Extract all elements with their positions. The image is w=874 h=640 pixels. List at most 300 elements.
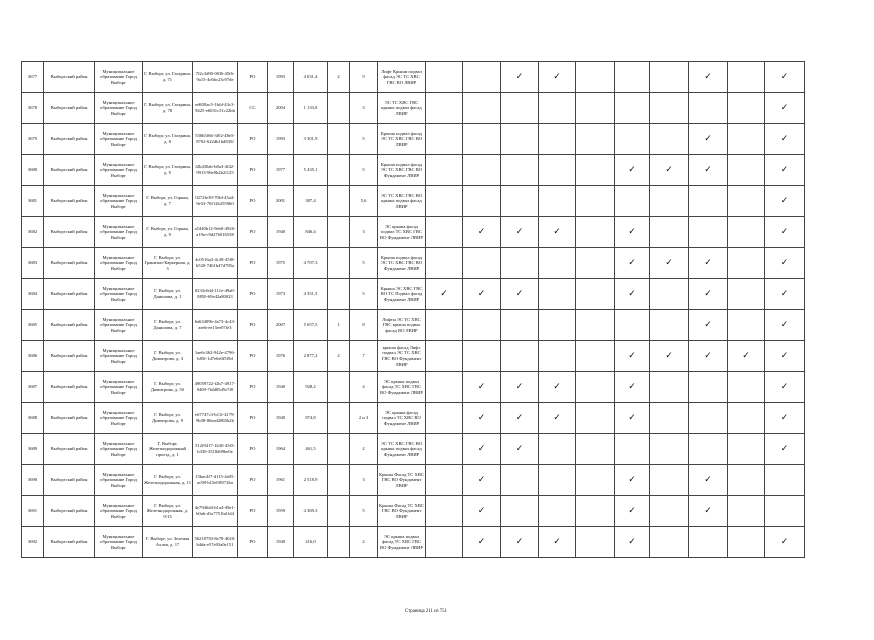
work-flag-cell	[650, 403, 689, 434]
checkmark-icon: ✓	[477, 226, 486, 237]
work-flag-cell	[501, 93, 539, 124]
work-flag-cell	[501, 155, 539, 186]
work-flag-cell	[426, 62, 463, 93]
municipality-cell: Муниципальное образование Город Выборг	[95, 310, 143, 341]
year-cell: 2001	[268, 186, 294, 217]
floors-cell: 5	[350, 155, 378, 186]
house-type-cell: РО	[238, 248, 268, 279]
district-cell: Выборгский район	[44, 62, 95, 93]
house-code-cell: 0233c6d4-111e-49a0-8850-69e42a80023	[193, 279, 238, 310]
work-flag-cell	[615, 93, 650, 124]
works-cell: ЭС ТС ХВС ГВС крыша подвал фасад ЛВИР	[378, 93, 426, 124]
work-flag-cell	[615, 465, 650, 496]
checkmark-icon: ✓	[477, 412, 486, 423]
count-a-cell	[328, 403, 350, 434]
house-code-cell: 4c0516a3-4c38-45f8-b520-7461b47d785a	[193, 248, 238, 279]
table-row	[22, 124, 805, 155]
district-cell: Выборгский район	[44, 403, 95, 434]
work-flag-cell	[765, 465, 805, 496]
area-cell: 874,8	[294, 403, 328, 434]
count-a-cell	[328, 527, 350, 558]
work-flag-cell	[463, 279, 501, 310]
year-cell: 1940	[268, 372, 294, 403]
table-row	[22, 186, 805, 217]
work-flag-cell	[576, 496, 615, 527]
district-cell: Выборгский район	[44, 124, 95, 155]
work-flag-cell	[501, 496, 539, 527]
work-flag-cell	[426, 310, 463, 341]
work-flag-cell	[576, 62, 615, 93]
work-flag-cell	[501, 186, 539, 217]
house-type-cell: РО	[238, 279, 268, 310]
floors-cell: 5	[350, 279, 378, 310]
works-cell: Крыша подвал фасад ЭС ТС ХВС ГВС ВО ЛВИР	[378, 124, 426, 155]
municipality-cell: Муниципальное образование Город Выборг	[95, 62, 143, 93]
work-flag-cell	[689, 155, 728, 186]
checkmark-icon: ✓	[628, 505, 636, 516]
work-flag-cell	[728, 527, 765, 558]
row-id: 3687	[22, 372, 44, 403]
floors-cell: 3	[350, 465, 378, 496]
table-row	[22, 496, 805, 527]
checkmark-icon: ✓	[477, 288, 486, 299]
area-cell: 216,0	[294, 527, 328, 558]
house-type-cell: РО	[238, 62, 268, 93]
table-row	[22, 93, 805, 124]
house-type-cell: РО	[238, 310, 268, 341]
area-cell: 4 351,5	[294, 279, 328, 310]
work-flag-cell	[615, 403, 650, 434]
work-flag-cell	[501, 217, 539, 248]
checkmark-icon: ✓	[553, 412, 561, 423]
area-cell: 5 657,5	[294, 310, 328, 341]
floors-cell: 7	[350, 341, 378, 372]
house-code-cell: 7f2c3d90-0f06-45f6-9a15-4c6bc23c97de	[193, 62, 238, 93]
work-flag-cell	[650, 310, 689, 341]
work-flag-cell	[463, 186, 501, 217]
work-flag-cell	[728, 217, 765, 248]
work-flag-cell	[689, 217, 728, 248]
checkmark-icon: ✓	[780, 381, 789, 392]
row-id: 3691	[22, 496, 44, 527]
house-type-cell: РО	[238, 465, 268, 496]
work-flag-cell	[539, 434, 576, 465]
address-cell: Г. Выборг, ул. Димитрова, д. 9	[143, 403, 193, 434]
address-cell: Г. Выборг, ул. Зеленая Аллея, д. 17	[143, 527, 193, 558]
work-flag-cell	[539, 217, 576, 248]
checkmark-icon: ✓	[665, 164, 673, 175]
work-flag-cell	[765, 372, 805, 403]
year-cell: 1940	[268, 217, 294, 248]
work-flag-cell	[426, 341, 463, 372]
checkmark-icon: ✓	[628, 412, 636, 423]
work-flag-cell	[765, 341, 805, 372]
work-flag-cell	[650, 155, 689, 186]
row-id: 3689	[22, 434, 44, 465]
work-flag-cell	[501, 465, 539, 496]
works-cell: Лифт Крыши подвал фасад ЭС ТС ХВС ГВС ВО ЛВИР	[378, 62, 426, 93]
work-flag-cell	[463, 124, 501, 155]
count-a-cell	[328, 496, 350, 527]
area-cell: 2 877,2	[294, 341, 328, 372]
house-type-cell: РО	[238, 155, 268, 186]
work-flag-cell	[728, 186, 765, 217]
works-cell: ЭС крыша фасад подвал ТС ХВС ГВС ВО Фундамент ЛВИР	[378, 217, 426, 248]
work-flag-cell	[501, 248, 539, 279]
work-flag-cell	[539, 155, 576, 186]
checkmark-icon: ✓	[515, 381, 524, 392]
address-cell: Г. Выборг, ул. Железнодорожная, д. 11	[143, 465, 193, 496]
house-code-cell: 6a63409b-4a73-4c43-aeeb-ee15ee07fe3	[193, 310, 238, 341]
work-flag-cell	[650, 124, 689, 155]
district-cell: Выборгский район	[44, 465, 95, 496]
count-a-cell	[328, 248, 350, 279]
work-flag-cell	[501, 62, 539, 93]
district-cell: Выборгский район	[44, 310, 95, 341]
work-flag-cell	[539, 62, 576, 93]
work-flag-cell	[576, 155, 615, 186]
work-flag-cell	[539, 372, 576, 403]
work-flag-cell	[650, 279, 689, 310]
work-flag-cell	[576, 341, 615, 372]
work-flag-cell	[765, 62, 805, 93]
count-a-cell: 2	[328, 341, 350, 372]
address-cell: Г. Выборг, ул. Гагарина, д. 8	[143, 124, 193, 155]
municipality-cell: Муниципальное образование Город Выборг	[95, 372, 143, 403]
checkmark-icon: ✓	[780, 536, 789, 547]
work-flag-cell	[650, 496, 689, 527]
work-flag-cell	[463, 310, 501, 341]
year-cell: 1940	[268, 527, 294, 558]
floors-cell: 5	[350, 248, 378, 279]
checkmark-icon: ✓	[515, 536, 524, 547]
district-cell: Выборгский район	[44, 248, 95, 279]
checkmark-icon: ✓	[515, 288, 524, 299]
work-flag-cell	[539, 93, 576, 124]
address-cell: Г. Выборг, ул. Гранитно-Карьерная, д. 3	[143, 248, 193, 279]
work-flag-cell	[765, 434, 805, 465]
house-code-cell: 530b5f66-3f02-48e5-8702-622db1bd835f	[193, 124, 238, 155]
work-flag-cell	[689, 248, 728, 279]
district-cell: Выборгский район	[44, 186, 95, 217]
year-cell: 2007	[268, 310, 294, 341]
row-id: 3677	[22, 62, 44, 93]
work-flag-cell	[463, 372, 501, 403]
count-a-cell	[328, 434, 350, 465]
work-flag-cell	[426, 248, 463, 279]
work-flag-cell	[501, 341, 539, 372]
table-row	[22, 217, 805, 248]
work-flag-cell	[539, 279, 576, 310]
table-row	[22, 310, 805, 341]
count-a-cell	[328, 93, 350, 124]
works-cell: Крыша подвал фасад ЭС ТС ХВС ГВС ВО Фундамент ЛВИР	[378, 248, 426, 279]
work-flag-cell	[728, 465, 765, 496]
work-flag-cell	[689, 403, 728, 434]
work-flag-cell	[615, 527, 650, 558]
checkmark-icon: ✓	[780, 350, 789, 361]
checkmark-icon: ✓	[780, 164, 789, 175]
work-flag-cell	[650, 372, 689, 403]
table-row	[22, 465, 805, 496]
work-flag-cell	[463, 434, 501, 465]
works-cell: крыша фасад Лифт подвал ЭС ТС ХВС ГВС ВО Фундамент ЛВИР	[378, 341, 426, 372]
address-cell: Г. Выборг, ул. Гагарина, д. 9	[143, 155, 193, 186]
work-flag-cell	[689, 93, 728, 124]
work-flag-cell	[426, 279, 463, 310]
work-flag-cell	[426, 465, 463, 496]
municipality-cell: Муниципальное образование Город Выборг	[95, 496, 143, 527]
address-cell: Г. Выборг, ул. Железнодорожная, д. 9/13	[143, 496, 193, 527]
checkmark-icon: ✓	[704, 474, 712, 485]
district-cell: Выборгский район	[44, 434, 95, 465]
work-flag-cell	[501, 403, 539, 434]
work-flag-cell	[576, 310, 615, 341]
works-cell: ЭС крыша фасад подвал ТС ХВС ВО Фундамент ЛВИР	[378, 403, 426, 434]
address-cell: Г. Выборг, Железнодорожный проезд, д. 1	[143, 434, 193, 465]
checkmark-icon: ✓	[515, 443, 524, 454]
house-type-cell: РО	[238, 341, 268, 372]
table-row	[22, 434, 805, 465]
work-flag-cell	[650, 465, 689, 496]
work-flag-cell	[689, 527, 728, 558]
district-cell: Выборгский район	[44, 155, 95, 186]
work-flag-cell	[615, 186, 650, 217]
checkmark-icon: ✓	[780, 195, 789, 206]
checkmark-icon: ✓	[704, 319, 712, 330]
checkmark-icon: ✓	[780, 102, 789, 113]
checkmark-icon: ✓	[440, 288, 448, 299]
work-flag-cell	[650, 93, 689, 124]
work-flag-cell	[426, 155, 463, 186]
work-flag-cell	[728, 124, 765, 155]
district-cell: Выборгский район	[44, 341, 95, 372]
work-flag-cell	[650, 527, 689, 558]
work-flag-cell	[765, 310, 805, 341]
checkmark-icon: ✓	[665, 257, 673, 268]
work-flag-cell	[765, 217, 805, 248]
checkmark-icon: ✓	[780, 71, 789, 82]
work-flag-cell	[463, 217, 501, 248]
house-type-cell: РО	[238, 372, 268, 403]
table-row	[22, 279, 805, 310]
area-cell: 3 301,9	[294, 124, 328, 155]
checkmark-icon: ✓	[477, 443, 486, 454]
work-flag-cell	[576, 217, 615, 248]
housing-register-table	[21, 61, 805, 558]
address-cell: Г. Выборг, ул. Димитрова, д. 5б	[143, 372, 193, 403]
table-row	[22, 372, 805, 403]
house-type-cell: РО	[238, 186, 268, 217]
work-flag-cell	[728, 248, 765, 279]
municipality-cell: Муниципальное образование Город Выборг	[95, 217, 143, 248]
floors-cell: 8	[350, 310, 378, 341]
work-flag-cell	[615, 310, 650, 341]
works-cell: ЭС ТС ХВС ГВС ВО крыша подвал фасад ЛВИР	[378, 186, 426, 217]
work-flag-cell	[615, 372, 650, 403]
house-type-cell: РО	[238, 496, 268, 527]
work-flag-cell	[426, 124, 463, 155]
year-cell: 1993	[268, 62, 294, 93]
work-flag-cell	[728, 310, 765, 341]
work-flag-cell	[576, 279, 615, 310]
count-a-cell	[328, 124, 350, 155]
year-cell: 1976	[268, 341, 294, 372]
work-flag-cell	[463, 496, 501, 527]
work-flag-cell	[576, 186, 615, 217]
work-flag-cell	[615, 279, 650, 310]
work-flag-cell	[576, 372, 615, 403]
row-id: 3692	[22, 527, 44, 558]
work-flag-cell	[539, 341, 576, 372]
floors-cell: 5,6	[350, 186, 378, 217]
work-flag-cell	[728, 279, 765, 310]
area-cell: 5 435,1	[294, 155, 328, 186]
work-flag-cell	[728, 155, 765, 186]
municipality-cell: Муниципальное образование Город Выборг	[95, 341, 143, 372]
work-flag-cell	[689, 62, 728, 93]
area-cell: 387,4	[294, 186, 328, 217]
area-cell: 4 369,3	[294, 496, 328, 527]
address-cell: Г. Выборг, ул. Гагарина, д. 71	[143, 62, 193, 93]
works-cell: Крыша подвал фасад ЭС ТС ХВС ГВС ВО Фундамент ЛВИР	[378, 155, 426, 186]
work-flag-cell	[576, 434, 615, 465]
year-cell: 1975	[268, 248, 294, 279]
house-type-cell: РО	[238, 403, 268, 434]
house-code-cell: f2b430ab-b8a3-4f42-9913-96e9b2b2f125	[193, 155, 238, 186]
floors-cell: 9	[350, 62, 378, 93]
row-id: 3680	[22, 155, 44, 186]
works-cell: ЭС крыша подвал фасад ТС ХВС ГВС ВО Фундамент ЛВИР	[378, 527, 426, 558]
area-cell: 461,5	[294, 434, 328, 465]
table-body	[22, 62, 805, 558]
work-flag-cell	[650, 434, 689, 465]
work-flag-cell	[650, 62, 689, 93]
work-flag-cell	[728, 496, 765, 527]
municipality-cell: Муниципальное образование Город Выборг	[95, 434, 143, 465]
count-a-cell	[328, 217, 350, 248]
work-flag-cell	[426, 186, 463, 217]
count-a-cell: 2	[328, 62, 350, 93]
house-type-cell: РО	[238, 217, 268, 248]
work-flag-cell	[426, 372, 463, 403]
year-cell: 1959	[268, 496, 294, 527]
work-flag-cell	[501, 434, 539, 465]
work-flag-cell	[539, 527, 576, 558]
checkmark-icon: ✓	[477, 536, 486, 547]
work-flag-cell	[689, 186, 728, 217]
checkmark-icon: ✓	[780, 412, 789, 423]
work-flag-cell	[689, 124, 728, 155]
floors-cell: 5	[350, 124, 378, 155]
checkmark-icon: ✓	[704, 288, 712, 299]
work-flag-cell	[650, 217, 689, 248]
work-flag-cell	[765, 279, 805, 310]
works-cell: Лифты ЭС ТС ХВС ГВС крыша подвал фасад ВО ЛВИР	[378, 310, 426, 341]
district-cell: Выборгский район	[44, 496, 95, 527]
work-flag-cell	[650, 186, 689, 217]
house-type-cell: РО	[238, 527, 268, 558]
checkmark-icon: ✓	[553, 381, 561, 392]
municipality-cell: Муниципальное образование Город Выборг	[95, 527, 143, 558]
work-flag-cell	[765, 248, 805, 279]
row-id: 3682	[22, 217, 44, 248]
work-flag-cell	[765, 186, 805, 217]
floors-cell: 5	[350, 496, 378, 527]
house-code-cell: 49059722-f2b7-4917-9469-7fdd05d5e7f0	[193, 372, 238, 403]
work-flag-cell	[765, 496, 805, 527]
checkmark-icon: ✓	[704, 71, 712, 82]
work-flag-cell	[689, 434, 728, 465]
count-a-cell	[328, 372, 350, 403]
row-id: 3683	[22, 248, 44, 279]
work-flag-cell	[426, 93, 463, 124]
year-cell: 1940	[268, 403, 294, 434]
work-flag-cell	[576, 93, 615, 124]
count-a-cell	[328, 465, 350, 496]
table-row	[22, 527, 805, 558]
municipality-cell: Муниципальное образование Город Выборг	[95, 93, 143, 124]
row-id: 3688	[22, 403, 44, 434]
checkmark-icon: ✓	[780, 257, 789, 268]
address-cell: Г. Выборг, ул. Данилова, д. 1	[143, 279, 193, 310]
checkmark-icon: ✓	[780, 133, 789, 144]
work-flag-cell	[576, 465, 615, 496]
checkmark-icon: ✓	[553, 71, 561, 82]
work-flag-cell	[765, 155, 805, 186]
table-row	[22, 248, 805, 279]
municipality-cell: Муниципальное образование Город Выборг	[95, 465, 143, 496]
checkmark-icon: ✓	[477, 381, 486, 392]
work-flag-cell	[689, 372, 728, 403]
works-cell: ЭС крыша подвал фасад ТС ХВС ГВС ВО Фундамент ЛВИР	[378, 372, 426, 403]
work-flag-cell	[615, 124, 650, 155]
work-flag-cell	[501, 372, 539, 403]
work-flag-cell	[539, 310, 576, 341]
district-cell: Выборгский район	[44, 372, 95, 403]
works-cell: Крыша Фасад ТС ХВС ГВС ВО Фундамент ЛВИР	[378, 465, 426, 496]
work-flag-cell	[463, 248, 501, 279]
area-cell: 846,4	[294, 217, 328, 248]
table-row	[22, 341, 805, 372]
work-flag-cell	[615, 248, 650, 279]
count-a-cell	[328, 279, 350, 310]
row-id: 3679	[22, 124, 44, 155]
checkmark-icon: ✓	[704, 133, 712, 144]
house-code-cell: 56218750-8e78-4020-b4da-e57e93a0e151	[193, 527, 238, 558]
work-flag-cell	[539, 124, 576, 155]
checkmark-icon: ✓	[665, 350, 673, 361]
works-cell: Крыша ЭС ХВС ГВС ВО ТС Подвал фасад Фундамент ЛВИР	[378, 279, 426, 310]
work-flag-cell	[463, 155, 501, 186]
work-flag-cell	[728, 93, 765, 124]
table-row	[22, 403, 805, 434]
work-flag-cell	[689, 279, 728, 310]
checkmark-icon: ✓	[553, 536, 561, 547]
checkmark-icon: ✓	[628, 226, 636, 237]
count-a-cell: 1	[328, 310, 350, 341]
work-flag-cell	[765, 93, 805, 124]
district-cell: Выборгский район	[44, 217, 95, 248]
area-cell: 1 133,8	[294, 93, 328, 124]
work-flag-cell	[615, 62, 650, 93]
area-cell: 4 707,3	[294, 248, 328, 279]
area-cell: 928,2	[294, 372, 328, 403]
work-flag-cell	[501, 124, 539, 155]
work-flag-cell	[689, 310, 728, 341]
row-id: 3681	[22, 186, 44, 217]
work-flag-cell	[576, 248, 615, 279]
